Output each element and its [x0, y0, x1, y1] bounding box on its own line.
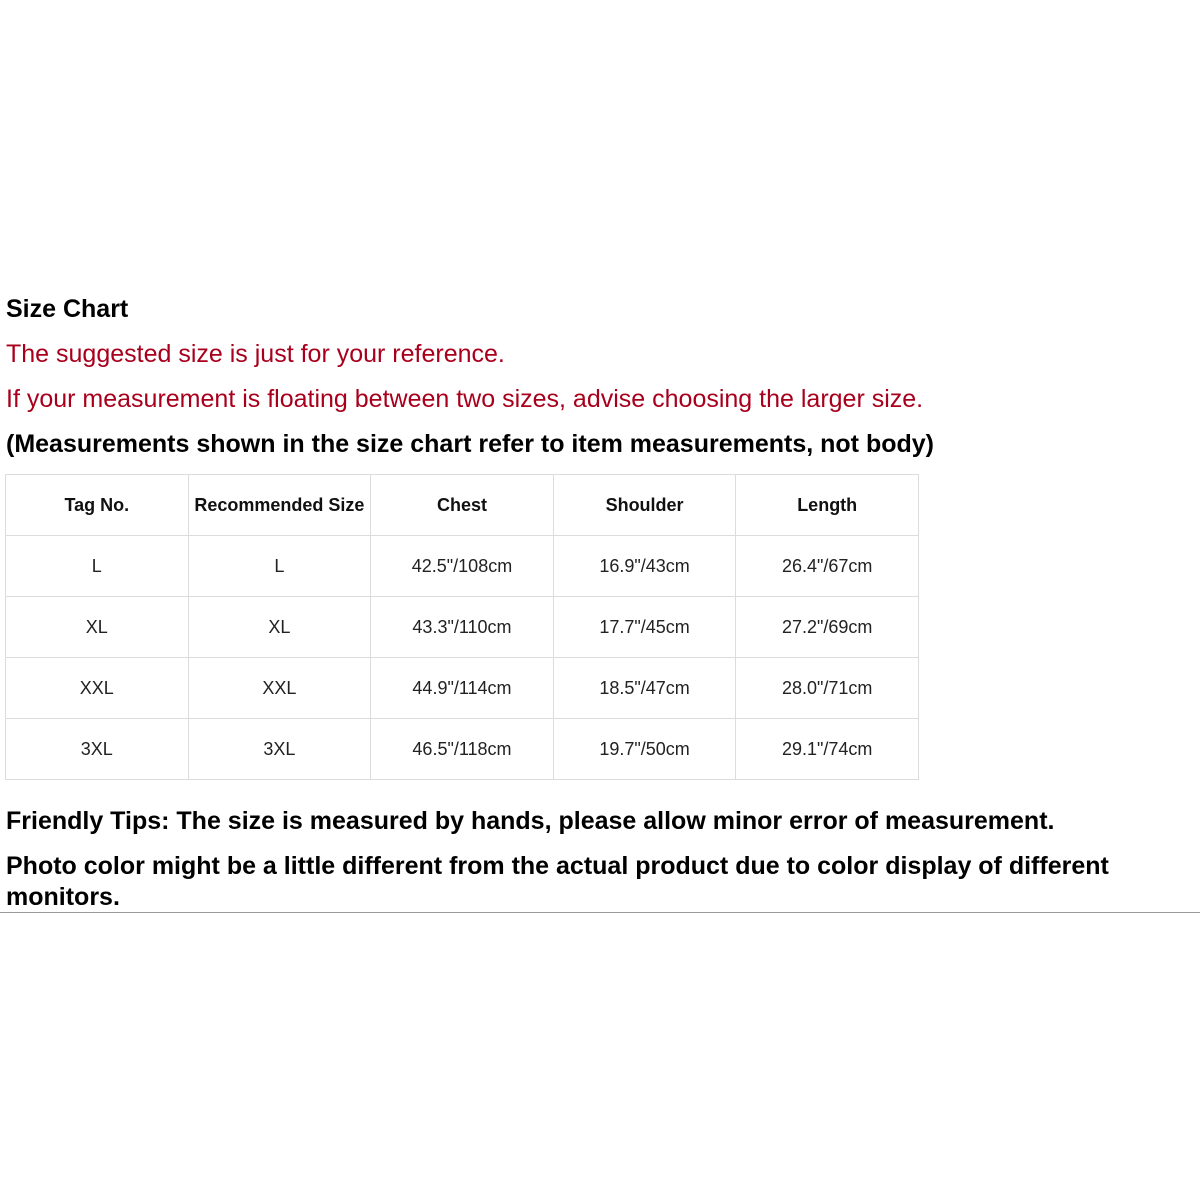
table-row	[6, 597, 919, 658]
header-tag-no: Tag No.	[6, 475, 189, 536]
cell-shoulder: 18.5"/47cm	[553, 658, 736, 719]
page-title: Size Chart	[6, 295, 129, 323]
cell-shoulder: 19.7"/50cm	[553, 719, 736, 780]
cell-recommended-size: XL	[188, 597, 371, 658]
header-length: Length	[736, 475, 919, 536]
cell-recommended-size: L	[188, 536, 371, 597]
cell-length: 28.0"/71cm	[736, 658, 919, 719]
cell-tag-no: L	[6, 536, 189, 597]
reference-note: The suggested size is just for your reference.	[6, 340, 505, 368]
header-shoulder: Shoulder	[553, 475, 736, 536]
cell-chest: 43.3"/110cm	[371, 597, 554, 658]
measurement-disclaimer: (Measurements shown in the size chart refer to item measurements, not body)	[6, 430, 934, 458]
cell-chest: 44.9"/114cm	[371, 658, 554, 719]
table-row	[6, 536, 919, 597]
table-row	[6, 719, 919, 780]
cell-length: 27.2"/69cm	[736, 597, 919, 658]
cell-chest: 42.5"/108cm	[371, 536, 554, 597]
cell-shoulder: 16.9"/43cm	[553, 536, 736, 597]
size-table	[5, 474, 919, 780]
cell-length: 29.1"/74cm	[736, 719, 919, 780]
table-row	[6, 658, 919, 719]
cell-tag-no: XXL	[6, 658, 189, 719]
sizing-advice-note: If your measurement is floating between two sizes, advise choosing the larger size.	[6, 385, 924, 413]
header-recommended-size: Recommended Size	[188, 475, 371, 536]
cell-length: 26.4"/67cm	[736, 536, 919, 597]
table-header-row	[6, 475, 919, 536]
cell-tag-no: XL	[6, 597, 189, 658]
friendly-tips: Friendly Tips: The size is measured by hands, please allow minor error of measurement.	[6, 807, 1055, 835]
cell-recommended-size: 3XL	[188, 719, 371, 780]
cell-recommended-size: XXL	[188, 658, 371, 719]
photo-color-note: Photo color might be a little different from the actual product due to color display of different monitors.	[6, 852, 1109, 911]
divider	[0, 912, 1200, 913]
header-chest: Chest	[371, 475, 554, 536]
cell-tag-no: 3XL	[6, 719, 189, 780]
cell-shoulder: 17.7"/45cm	[553, 597, 736, 658]
cell-chest: 46.5"/118cm	[371, 719, 554, 780]
